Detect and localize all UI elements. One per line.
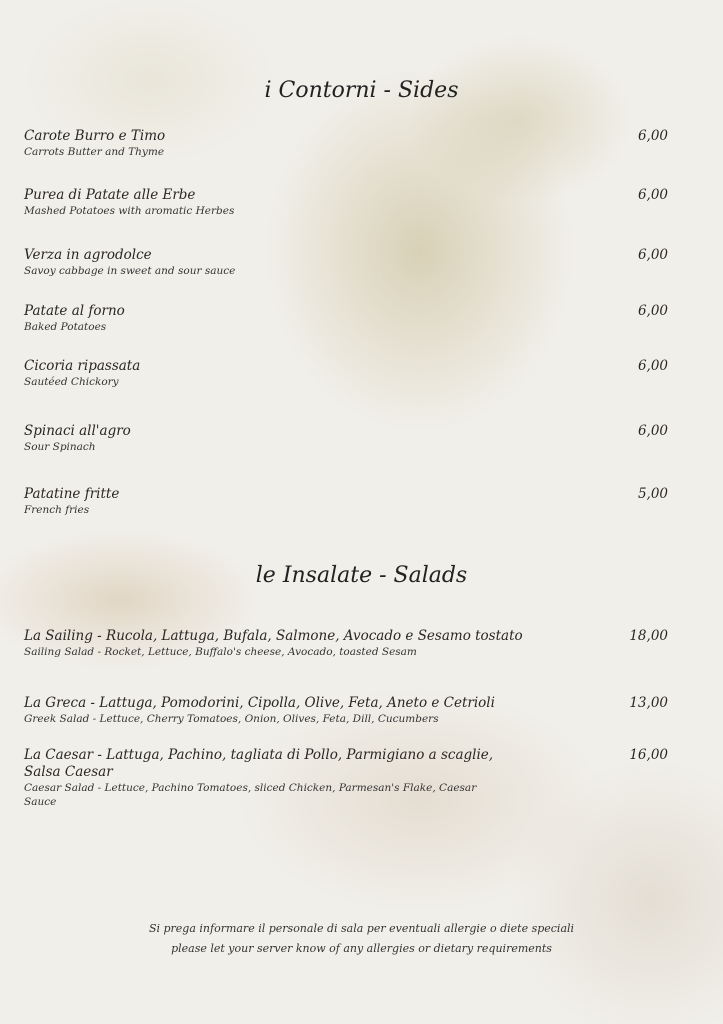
menu-item [24, 747, 668, 809]
item-name: Spinaci all'agro [24, 423, 131, 439]
item-name: La Greca - Lattuga, Pomodorini, Cipolla, Olive, Feta, Aneto e Cetrioli [24, 695, 495, 711]
item-price: 16,00 [629, 747, 668, 763]
item-name: La Sailing - Rucola, Lattuga, Bufala, Salmone, Avocado e Sesamo tostato [24, 628, 523, 644]
item-desc: Sautéed Chickory [24, 376, 119, 388]
menu-item [24, 695, 668, 726]
item-price: 5,00 [637, 486, 668, 502]
sides-title: i Contorni - Sides [264, 78, 459, 103]
item-price: 6,00 [637, 358, 668, 374]
item-desc: Sour Spinach [24, 441, 96, 453]
item-price: 6,00 [637, 247, 668, 263]
menu-item [24, 247, 668, 278]
menu-item [24, 423, 668, 454]
item-desc: Carrots Butter and Thyme [24, 146, 165, 158]
item-desc: Baked Potatoes [24, 321, 107, 333]
item-price: 18,00 [629, 628, 668, 644]
item-desc: Greek Salad - Lettuce, Cherry Tomatoes, Onion, Olives, Feta, Dill, Cucumbers [24, 713, 439, 725]
menu-item [24, 358, 668, 389]
item-name: Verza in agrodolce [24, 247, 152, 263]
item-name: Patatine fritte [24, 486, 120, 502]
item-name: Carote Burro e Timo [24, 128, 166, 144]
item-desc: French fries [24, 504, 90, 516]
item-price: 6,00 [637, 128, 668, 144]
item-name: Patate al forno [24, 303, 125, 319]
allergy-note-en: please let your server know of any allergies or dietary requirements [171, 942, 552, 955]
menu-item [24, 128, 668, 159]
item-name: Purea di Patate alle Erbe [24, 187, 196, 203]
item-desc: Mashed Potatoes with aromatic Herbes [24, 205, 235, 217]
item-price: 13,00 [629, 695, 668, 711]
allergy-note-it: Si prega informare il personale di sala per eventuali allergie o diete speciali [148, 922, 575, 935]
item-name: La Caesar - Lattuga, Pachino, tagliata di Pollo, Parmigiano a scaglie, Salsa Caesar [24, 747, 494, 780]
item-name: Cicoria ripassata [24, 358, 141, 374]
item-desc: Sailing Salad - Rocket, Lettuce, Buffalo's cheese, Avocado, toasted Sesam [24, 646, 417, 658]
item-price: 6,00 [637, 303, 668, 319]
item-price: 6,00 [637, 423, 668, 439]
menu-item [24, 486, 668, 517]
item-price: 6,00 [637, 187, 668, 203]
menu-item [24, 303, 668, 334]
menu-item [24, 628, 668, 659]
item-desc: Caesar Salad - Lettuce, Pachino Tomatoes, sliced Chicken, Parmesan's Flake, Caesar Sauce [24, 782, 477, 808]
allergy-note [0, 919, 723, 959]
item-desc: Savoy cabbage in sweet and sour sauce [24, 265, 236, 277]
salads-title: le Insalate - Salads [255, 563, 468, 588]
menu-item [24, 187, 668, 218]
